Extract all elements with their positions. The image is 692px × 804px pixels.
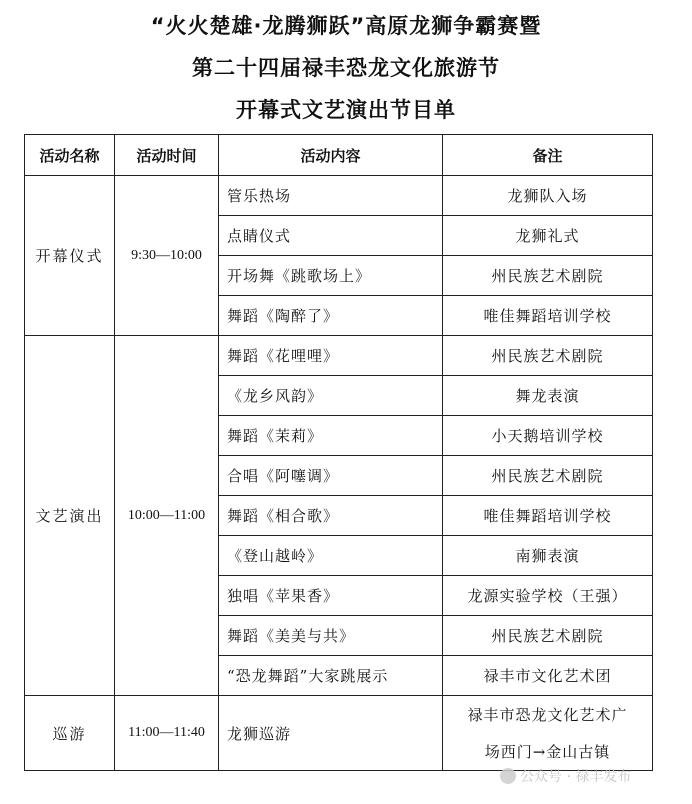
section-name: 开幕仪式 (25, 176, 115, 336)
row-content: 舞蹈《花哩哩》 (219, 336, 443, 376)
row-content: 舞蹈《美美与共》 (219, 616, 443, 656)
row-note: 州民族艺术剧院 (443, 456, 653, 496)
section-time: 9:30—10:00 (115, 176, 219, 336)
row-note-line-2: 场西门→金山古镇 (443, 733, 653, 771)
row-content: 舞蹈《陶醉了》 (219, 296, 443, 336)
row-note: 舞龙表演 (443, 376, 653, 416)
header-activity-name: 活动名称 (25, 135, 115, 176)
section-time: 10:00—11:00 (115, 336, 219, 696)
row-note: 唯佳舞蹈培训学校 (443, 296, 653, 336)
wechat-icon (500, 768, 516, 784)
row-content: 独唱《苹果香》 (219, 576, 443, 616)
section-name: 巡游 (25, 696, 115, 771)
row-note: 唯佳舞蹈培训学校 (443, 496, 653, 536)
row-content: 舞蹈《茉莉》 (219, 416, 443, 456)
row-note: 小天鹅培训学校 (443, 416, 653, 456)
watermark-text: 公众号 · 禄丰发布 (520, 769, 632, 785)
table-row (25, 336, 653, 376)
table-row (25, 696, 653, 734)
row-note-line-1: 禄丰市恐龙文化艺术广 (443, 696, 653, 734)
row-content: 《龙乡风韵》 (219, 376, 443, 416)
row-note: 州民族艺术剧院 (443, 256, 653, 296)
watermark (500, 766, 631, 786)
title-line-2: 第二十四届禄丰恐龙文化旅游节 (192, 56, 500, 80)
row-content: 管乐热场 (219, 176, 443, 216)
row-content: 《登山越岭》 (219, 536, 443, 576)
row-note: 龙源实验学校（王强） (443, 576, 653, 616)
row-note: 龙狮队入场 (443, 176, 653, 216)
section-name: 文艺演出 (25, 336, 115, 696)
title-line-1: “火火楚雄·龙腾狮跃”高原龙狮争霸赛暨 (150, 14, 542, 38)
header-activity-content: 活动内容 (219, 135, 443, 176)
table-header-row (25, 135, 653, 176)
section-time: 11:00—11:40 (115, 696, 219, 771)
row-note: 龙狮礼式 (443, 216, 653, 256)
row-note: 州民族艺术剧院 (443, 336, 653, 376)
header-activity-time: 活动时间 (115, 135, 219, 176)
row-content: 合唱《阿噻调》 (219, 456, 443, 496)
row-note: 禄丰市文化艺术团 (443, 656, 653, 696)
row-content: 开场舞《跳歌场上》 (219, 256, 443, 296)
row-content: 舞蹈《相合歌》 (219, 496, 443, 536)
row-note: 南狮表演 (443, 536, 653, 576)
row-note: 州民族艺术剧院 (443, 616, 653, 656)
row-content: “恐龙舞蹈”大家跳展示 (219, 656, 443, 696)
header-note: 备注 (443, 135, 653, 176)
title-line-3: 开幕式文艺演出节目单 (236, 98, 456, 122)
table-row (25, 176, 653, 216)
program-table (24, 134, 653, 771)
row-content: 点睛仪式 (219, 216, 443, 256)
row-content: 龙狮巡游 (219, 696, 443, 771)
